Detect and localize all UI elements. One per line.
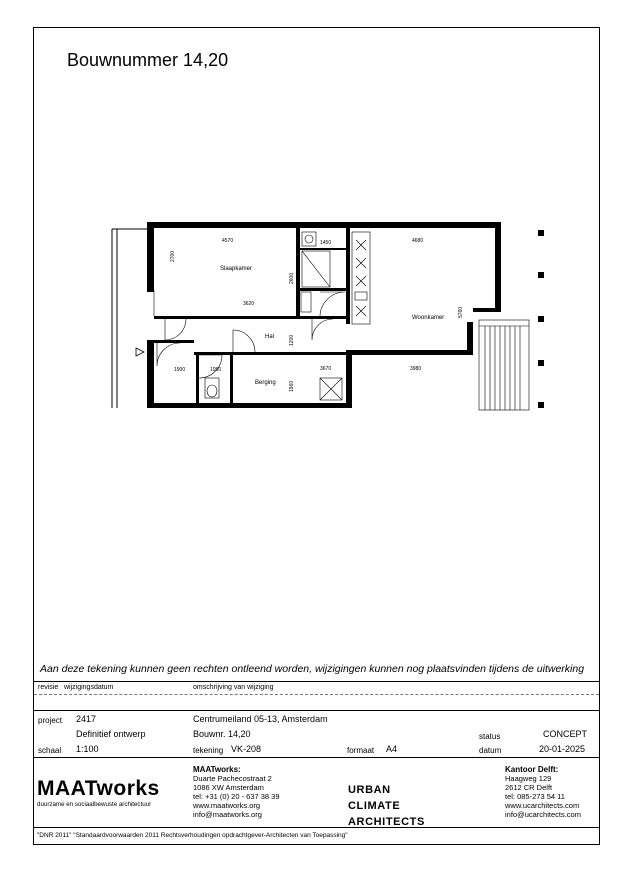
maatworks-mail[interactable]: info@maatworks.org <box>193 810 262 819</box>
uca-logo-line: CLIMATE <box>348 800 401 812</box>
uca-heading: Kantoor Delft: <box>505 765 559 774</box>
status-value: CONCEPT <box>543 729 588 739</box>
maatworks-address <box>193 765 280 819</box>
uca-address <box>505 765 581 819</box>
room-label-hal: Hal <box>265 334 275 340</box>
divider <box>34 681 599 682</box>
tekening-value: VK-208 <box>231 744 262 754</box>
tekening-label: tekening <box>193 746 224 755</box>
bouwnummer: Bouwnr. 14,20 <box>193 729 251 739</box>
maatworks-tagline: duurzame en sociaalbewuste architectuur <box>37 801 152 808</box>
project-phase: Definitief ontwerp <box>76 729 146 739</box>
dimension-label: 5760 <box>458 306 464 318</box>
project-label: project <box>38 716 63 725</box>
dimension-label: 1050 <box>210 367 222 373</box>
schaal-label: schaal <box>38 746 62 755</box>
room-label-berging: Berging <box>255 380 276 386</box>
balcony-left <box>112 229 147 408</box>
project-location: Centrumeiland 05-13, Amsterdam <box>193 714 328 724</box>
maatworks-street: Duarte Pachecostraat 2 <box>193 774 272 783</box>
datum-value: 20-01-2025 <box>539 744 586 754</box>
status-label: status <box>479 732 501 741</box>
room-label-woonkamer: Woonkamer <box>412 315 445 321</box>
formaat-value: A4 <box>386 744 398 754</box>
maatworks-logo: MAATworks <box>37 777 160 800</box>
uca-web[interactable]: www.ucarchitects.com <box>505 801 580 810</box>
balcony-right <box>479 320 529 410</box>
plan-walls <box>147 222 501 408</box>
dimension-label: 3620 <box>243 301 255 307</box>
footer-note: "DNR 2011" "Standaardvoorwaarden 2011 Rechtsverhoudingen opdrachtgever-Architecten van Toepassing" <box>37 832 348 839</box>
divider <box>34 710 599 711</box>
maatworks-heading: MAATworks: <box>193 765 241 774</box>
dimension-label: 1900 <box>174 367 186 373</box>
project-number: 2417 <box>76 714 97 724</box>
maatworks-tel: tel: +31 (0) 20 - 637 38 39 <box>193 792 280 801</box>
divider <box>34 694 599 695</box>
dimension-label: 3670 <box>320 366 332 372</box>
dimension-label: 4570 <box>222 238 234 244</box>
schaal-value: 1:100 <box>76 744 99 754</box>
dimension-label: 4680 <box>412 238 424 244</box>
dimension-label: 2600 <box>289 272 295 284</box>
dimension-label: 1200 <box>289 334 295 346</box>
dimension-label: 1450 <box>320 240 332 246</box>
page-title: Bouwnummer 14,20 <box>67 50 229 70</box>
divider <box>34 757 599 758</box>
maatworks-web[interactable]: www.maatworks.org <box>193 801 261 810</box>
kitchen-unit <box>352 232 370 324</box>
datum-label: datum <box>479 746 502 755</box>
dimension-label: 2700 <box>170 250 176 262</box>
uca-logo <box>348 782 425 830</box>
revision-col-datum: wijzigingsdatum <box>64 684 114 691</box>
formaat-label: formaat <box>347 746 375 755</box>
dimension-label: 1960 <box>289 380 295 392</box>
grid-markers <box>538 230 544 408</box>
divider <box>34 827 599 828</box>
revision-col-revisie: revisie <box>38 684 59 691</box>
maatworks-city: 1086 XW Amsterdam <box>193 783 264 792</box>
uca-city: 2612 CR Delft <box>505 783 553 792</box>
dimension-label: 3980 <box>410 366 422 372</box>
disclaimer-text: Aan deze tekening kunnen geen rechten ontleend worden, wijzigingen kunnen nog plaatsvinden tijdens de uitwerking <box>40 663 585 675</box>
uca-tel: tel: 085-273 54 11 <box>505 792 565 801</box>
entrance-arrow <box>136 348 144 356</box>
room-label-slaapkamer: Slaapkamer <box>220 266 253 272</box>
uca-mail[interactable]: info@ucarchitects.com <box>505 810 581 819</box>
revision-col-omschrijving: omschrijving van wijziging <box>193 684 274 691</box>
uca-logo-line: ARCHITECTS <box>348 816 425 828</box>
uca-street: Haagweg 129 <box>505 774 552 783</box>
uca-logo-line: URBAN <box>348 784 391 796</box>
